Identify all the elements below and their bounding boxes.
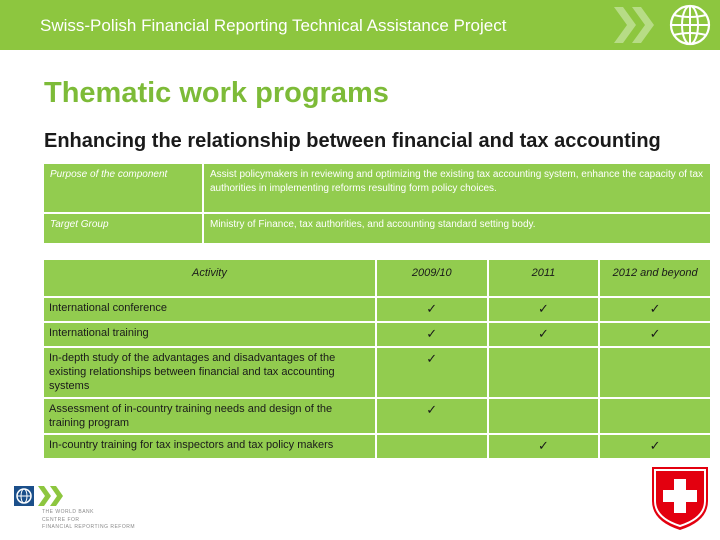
- globe-icon: [667, 2, 713, 48]
- check-icon: [488, 347, 600, 398]
- activity-cell: Assessment of in-country training needs and design of the training program: [43, 398, 376, 435]
- check-icon: ✓: [488, 322, 600, 347]
- check-icon: ✓: [599, 322, 711, 347]
- world-bank-line: THE WORLD BANK: [42, 509, 95, 515]
- info-value: Assist policymakers in reviewing and optimizing the existing tax accounting system, enhance the capacity of tax authorities in implementing reforms resulting form policy choices.: [203, 163, 711, 213]
- swiss-shield-icon: [649, 463, 711, 533]
- check-icon: ✓: [488, 434, 600, 459]
- check-icon: ✓: [376, 297, 488, 322]
- check-icon: ✓: [376, 398, 488, 435]
- table-row: [43, 297, 711, 322]
- table-row: [43, 398, 711, 435]
- column-header-2012-beyond: 2012 and beyond: [599, 259, 711, 297]
- check-icon: ✓: [488, 297, 600, 322]
- activity-cell: International training: [43, 322, 376, 347]
- info-row-target-group: [43, 213, 711, 244]
- column-header-2009-10: 2009/10: [376, 259, 488, 297]
- world-bank-line: CENTRE FOR: [42, 516, 80, 523]
- table-row: [43, 347, 711, 398]
- check-icon: ✓: [376, 347, 488, 398]
- column-header-2011: 2011: [488, 259, 600, 297]
- activity-cell: In-depth study of the advantages and disadvantages of the existing relationships between financial and tax accounting systems: [43, 347, 376, 398]
- check-icon: [599, 347, 711, 398]
- header-title: Swiss-Polish Financial Reporting Technical Assistance Project: [40, 16, 507, 35]
- info-label: Purpose of the component: [43, 163, 203, 213]
- page-subtitle: Enhancing the relationship between financial and tax accounting: [44, 130, 661, 152]
- info-row-purpose: [43, 163, 711, 213]
- header-bar: [0, 0, 720, 50]
- table-row: [43, 322, 711, 347]
- check-icon: [599, 398, 711, 435]
- check-icon: ✓: [376, 322, 488, 347]
- activity-cell: In-country training for tax inspectors and tax policy makers: [43, 434, 376, 459]
- column-header-activity: Activity: [43, 259, 376, 297]
- info-label: Target Group: [43, 213, 203, 244]
- world-bank-text: [42, 509, 135, 532]
- table-row: [43, 434, 711, 459]
- activity-schedule-table: [42, 258, 712, 460]
- check-icon: [488, 398, 600, 435]
- table-header-row: [43, 259, 711, 297]
- world-bank-logo-icon: [10, 484, 80, 508]
- check-icon: [376, 434, 488, 459]
- activity-cell: International conference: [43, 297, 376, 322]
- world-bank-line: FINANCIAL REPORTING REFORM: [42, 524, 136, 530]
- info-value: Ministry of Finance, tax authorities, and accounting standard setting body.: [203, 213, 711, 244]
- page-title: Thematic work programs: [44, 77, 389, 109]
- component-info-table: [42, 162, 712, 245]
- check-icon: ✓: [599, 297, 711, 322]
- check-icon: ✓: [599, 434, 711, 459]
- chevrons-icon: [612, 4, 660, 46]
